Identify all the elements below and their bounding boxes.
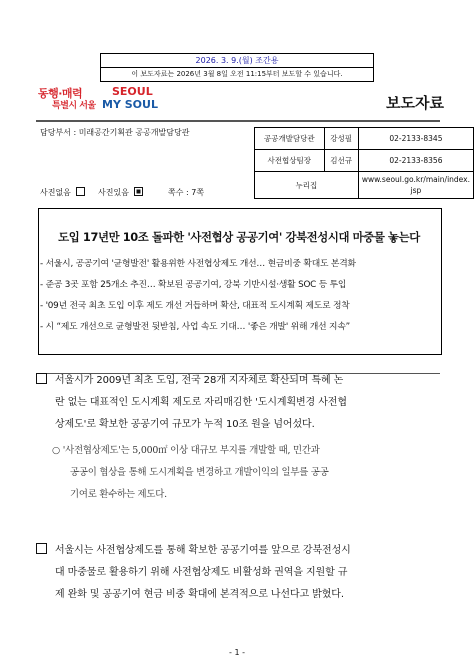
contact-phone: 02-2133-8356: [358, 150, 473, 172]
photo-info: [40, 187, 204, 198]
square-bullet-icon: [36, 543, 47, 554]
photo-none-label: 사진없음: [40, 188, 71, 197]
logo-my-soul: MY SOUL: [102, 98, 158, 111]
headline: 도입 17년만 10조 돌파한 '사전협상 공공기여' 강북전성시대 마중물 놓는다: [58, 230, 420, 244]
seoul-my-soul-logo: [102, 85, 162, 125]
para-text: 서울시가 2009년 최초 도입, 전국 28개 지자체로 확산되며 특혜 논: [55, 375, 344, 386]
para-line: 대 마중물로 활용하기 위해 사전협상제도 비활성화 권역을 지원할 규: [55, 567, 348, 578]
seoul-slogan-logo: [38, 87, 96, 121]
contact-table: [254, 127, 474, 199]
website-url-line1: www.seoul.go.kr/main/index.: [361, 175, 470, 184]
note-line: 기여로 환수하는 제도다.: [70, 489, 167, 500]
definition-note: [52, 440, 440, 506]
para-line: [36, 370, 440, 392]
page-count: 쪽수 : 7쪽: [168, 188, 205, 197]
divider-top: [36, 120, 440, 122]
contact-row: [255, 150, 474, 172]
contact-row: [255, 128, 474, 150]
contact-name: 강성필: [324, 128, 358, 150]
para-line: [36, 540, 440, 562]
logo-seoul: SEOUL: [112, 85, 153, 98]
note-line: ○ '사전협상제도'는 5,000㎡ 이상 대규모 부지를 개발할 때, 민간과: [52, 445, 320, 456]
body-paragraph-1: [36, 370, 440, 436]
contact-role: 공공개발담당관: [255, 128, 325, 150]
contact-role: 사전협상팀장: [255, 150, 325, 172]
page-number: - 1 -: [229, 648, 245, 657]
embargo-box: [100, 53, 374, 82]
subhead: - '09년 전국 최초 도입 이후 제도 개선 거듭하며 확산, 대표적 도시계획 제도로 정착: [40, 301, 350, 311]
note-line: 공공이 협상을 통해 도시계획을 변경하고 개발이익의 일부를 공공: [70, 467, 329, 478]
para-line: 제 완화 및 공공기여 현금 비중 확대에 본격적으로 나선다고 밝혔다.: [55, 589, 344, 600]
para-line: 상제도'로 확보한 공공기여 규모가 누적 10조 원을 넘어섰다.: [55, 419, 315, 430]
para-line: 란 없는 대표적인 도시계획 제도로 자리매김한 '도시계획변경 사전협: [55, 397, 347, 408]
website-url-line2: jsp: [410, 186, 422, 195]
embargo-date: 2026. 3. 9.(월) 조간용: [101, 54, 373, 68]
subhead: - 준공 3곳 포함 25개소 추진… 확보된 공공기여, 강북 기반시설·생활 SOC 등 투입: [40, 280, 347, 290]
embargo-notice: 이 보도자료는 2026년 3월 8일 오전 11:15부터 보도할 수 있습니다.: [131, 70, 343, 78]
photo-yes-checkbox: [134, 187, 143, 196]
para-text: 서울시는 사전협상제도를 통해 확보한 공공기여를 앞으로 강북전성시: [55, 545, 351, 556]
photo-none-checkbox: [76, 187, 85, 196]
contact-row: [255, 172, 474, 199]
square-bullet-icon: [36, 373, 47, 384]
website-label: 누리집: [255, 172, 359, 199]
body-paragraph-2: [36, 540, 440, 606]
logo-line1: 동행·매력: [38, 87, 83, 100]
website-url[interactable]: [358, 172, 473, 199]
contact-name: 김선규: [324, 150, 358, 172]
subhead: - 서울시, 공공기여 '균형발전' 활용위한 사전협상제도 개선… 현금비중 확대도 본격화: [40, 259, 356, 269]
press-release-title: 보도자료: [386, 94, 444, 112]
photo-yes-label: 사진있음: [98, 188, 129, 197]
department: 담당부서 : 미래공간기획관 공공개발담당관: [40, 128, 190, 137]
logo-line2: 특별시 서울: [52, 101, 96, 111]
contact-phone: 02-2133-8345: [358, 128, 473, 150]
subhead: - 시 “제도 개선으로 균형발전 뒷받침, 사업 속도 기대… '좋은 개발' 위해 개선 지속”: [40, 322, 351, 332]
